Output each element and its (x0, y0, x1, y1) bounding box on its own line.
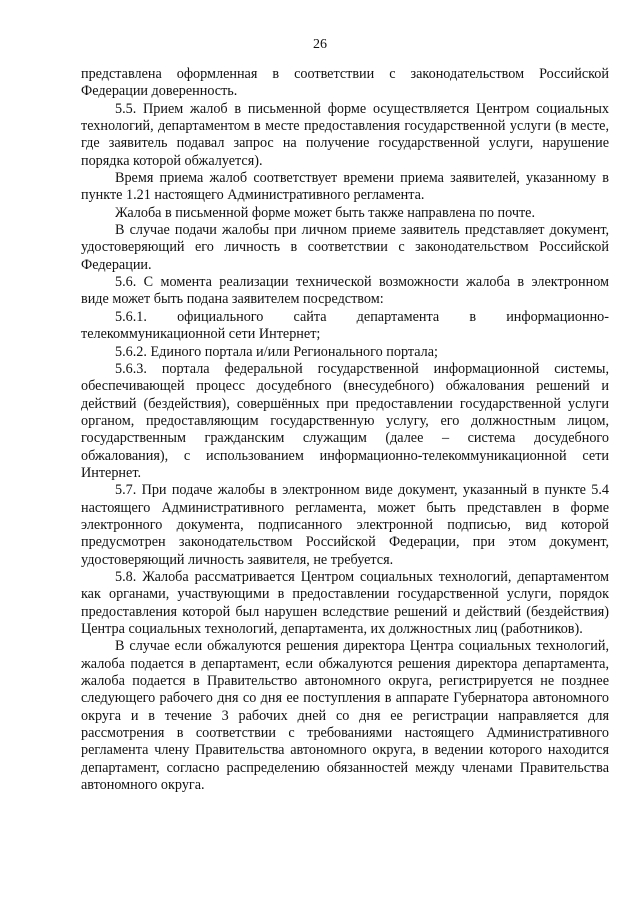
paragraph-6: 5.6.1. официального сайта департамента в информационно-телекоммуникационной сети Интернет; (81, 308, 609, 343)
paragraph-3: Жалоба в письменной форме может быть также направлена по почте. (115, 204, 536, 221)
paragraph-0: представлена оформленная в соответствии с законодательством Российской Федерации доверенность. (81, 66, 609, 100)
paragraph-8: 5.6.3. портала федеральной государственной информационной системы, обеспечивающей процесс досудебного (внесудебного) обжалования решений и действий (бездействия), совершённых при предоставлении государственной услуги органом, предоставляющим государственную услугу, его должностным лицом, государственным гражданским служащим (далее – система досудебного обжалования), с использованием информационно-телекоммуникационной сети Интернет. (81, 360, 609, 481)
paragraph-5: 5.6. С момента реализации технической возможности жалоба в электронном виде может быть подана заявителем посредством: (81, 274, 609, 308)
paragraph-7: 5.6.2. Единого портала и/или Регионального портала; (115, 343, 438, 360)
page-number: 26 (313, 37, 327, 52)
paragraph-2: Время приема жалоб соответствует времени приема заявителей, указанному в пункте 1.21 настоящего Административного регламента. (81, 170, 609, 204)
paragraph-11: В случае если обжалуются решения директора Центра социальных технологий, жалоба подается в департамент, если обжалуются решения директора департамента, жалоба подается в Правительство автономного округа, регистрируется не позднее следующего рабочего дня со дня ее поступления в аппарате Губернатора автономного округа и в течение 3 рабочих дней со дня ее регистрации направляется для рассмотрения в соответствии с требованиями настоящего Административного регламента члену Правительства автономного округа, в ведении которого находится департамент, согласно распределению обязанностей между членами Правительства автономного округа. (81, 638, 609, 794)
paragraph-1: 5.5. Прием жалоб в письменной форме осуществляется Центром социальных технологий, департаментом в месте предоставления государственной услуги (в месте, где заявитель подавал запрос на получение государственной услуги, нарушение порядка которой обжалуется). (81, 100, 609, 169)
paragraph-10: 5.8. Жалоба рассматривается Центром социальных технологий, департаментом как органами, участвующими в предоставлении государственной услуги, порядок предоставления которой был нарушен вследствие решений и действий (бездействия) Центра социальных технологий, департамента, их должностных лиц (работников). (81, 568, 609, 637)
document-body (81, 66, 609, 794)
paragraph-9: 5.7. При подаче жалобы в электронном виде документ, указанный в пункте 5.4 настоящего Административного регламента, может быть представлен в форме электронного документа, подписанного электронной подписью, вид которой предусмотрен законодательством Российской Федерации, при этом документ, удостоверяющий личность заявителя, не требуется. (81, 482, 609, 568)
paragraph-4: В случае подачи жалобы при личном приеме заявитель представляет документ, удостоверяющий его личность в соответствии с законодательством Российской Федерации. (81, 222, 609, 273)
